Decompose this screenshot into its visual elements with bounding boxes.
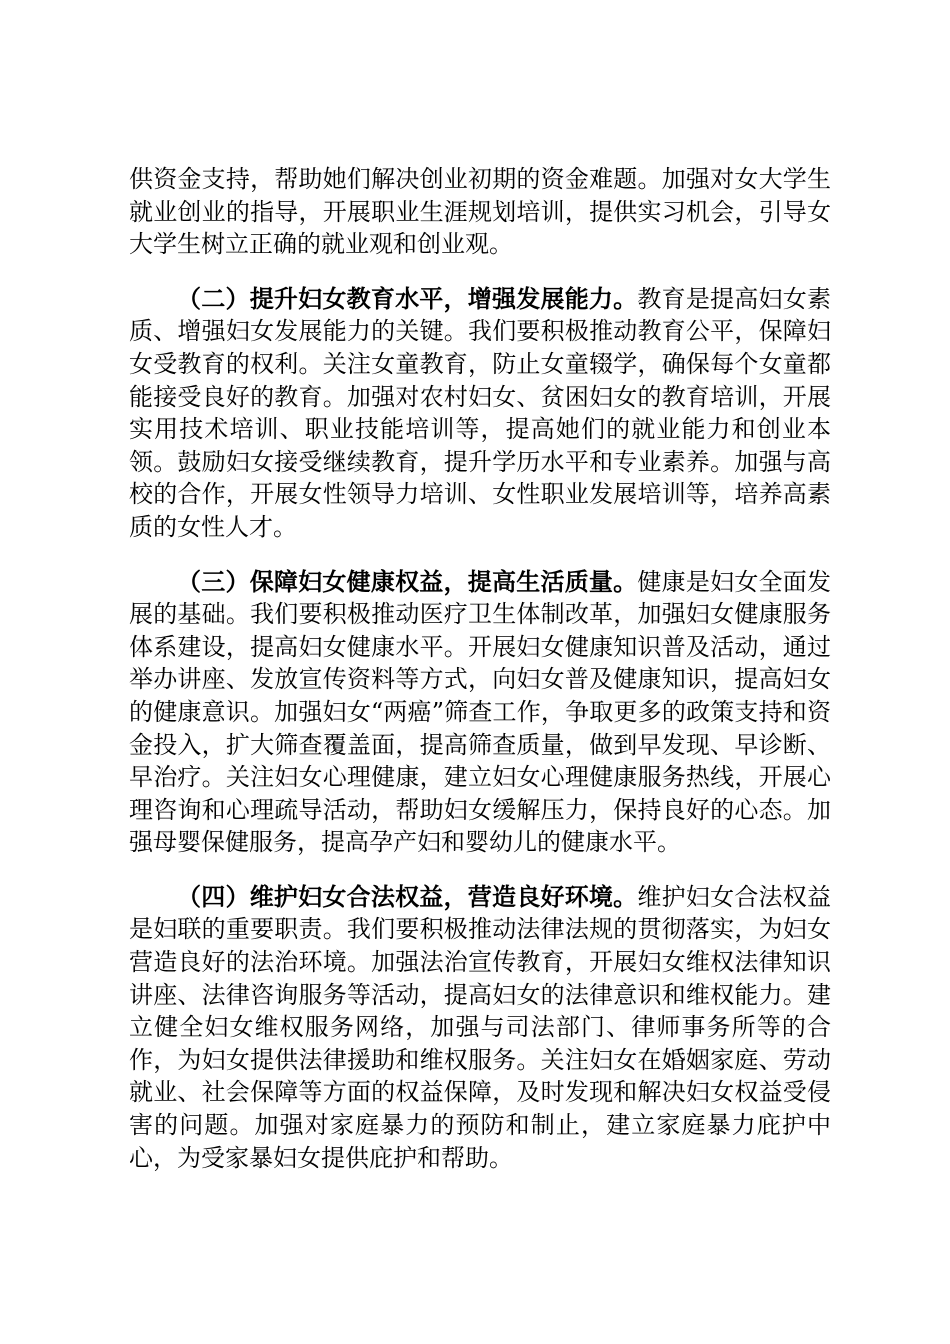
- paragraph-heading: （四）维护妇女合法权益，营造良好环境。: [177, 881, 638, 911]
- paragraph-body: 维护妇女合法权益是妇联的重要职责。我们要积极推动法律法规的贯彻落实，为妇女营造良好的法治环境。加强法治宣传教育，开展妇女维权法律知识讲座、法律咨询服务等活动，提高妇女的法律意识和维权能力。建立健全妇女维权服务网络，加强与司法部门、律师事务所等的合作，为妇女提供法律援助和维权服务。关注妇女在婚姻家庭、劳动就业、社会保障等方面的权益保障，及时发现和解决妇女权益受侵害的问题。加强对家庭暴力的预防和制止，建立家庭暴力庇护中心，为受家暴妇女提供庇护和帮助。: [129, 882, 832, 1172]
- paragraph-education: [129, 283, 831, 544]
- paragraph-health: [129, 566, 831, 859]
- paragraph-body: 教育是提高妇女素质、增强妇女发展能力的关键。我们要积极推动教育公平，保障妇女受教育的权利。关注女童教育，防止女童辍学，确保每个女童都能接受良好的教育。加强对农村妇女、贫困妇女的教育培训，开展实用技术培训、职业技能培训等，提高她们的就业能力和创业本领。鼓励妇女接受继续教育，提升学历水平和专业素养。加强与高校的合作，开展女性领导力培训、女性职业发展培训等，培养高素质的女性人才。: [129, 284, 832, 541]
- paragraph-heading: （二）提升妇女教育水平，增强发展能力。: [177, 283, 638, 313]
- paragraph-heading: （三）保障妇女健康权益，提高生活质量。: [177, 566, 638, 596]
- paragraph-continuation: [129, 163, 831, 261]
- paragraph-rights: [129, 881, 831, 1174]
- document-page: [129, 163, 831, 1174]
- paragraph-body: 供资金支持，帮助她们解决创业初期的资金难题。加强对女大学生就业创业的指导，开展职业生涯规划培训，提供实习机会，引导女大学生树立正确的就业观和创业观。: [129, 165, 831, 259]
- paragraph-body: 健康是妇女全面发展的基础。我们要积极推动医疗卫生体制改革，加强妇女健康服务体系建设，提高妇女健康水平。开展妇女健康知识普及活动，通过举办讲座、发放宣传资料等方式，向妇女普及健康知识，提高妇女的健康意识。加强妇女“两癌”筛查工作，争取更多的政策支持和资金投入，扩大筛查覆盖面，提高筛查质量，做到早发现、早诊断、早治疗。关注妇女心理健康，建立妇女心理健康服务热线，开展心理咨询和心理疏导活动，帮助妇女缓解压力，保持良好的心态。加强母婴保健服务，提高孕产妇和婴幼儿的健康水平。: [129, 567, 832, 857]
